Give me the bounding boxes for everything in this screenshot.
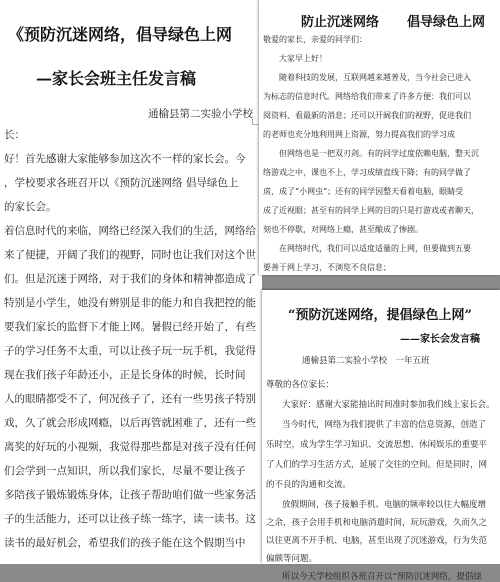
doc-a-paragraph-line: 长： [4,129,25,141]
doc-b-title-left: 防止沉迷网络 [301,15,380,30]
doc-a-paragraph-line: ，学校要求各班召开以《预防沉迷网络 倡导绿色上 [4,177,239,189]
doc-b-title-right: 倡导绿色上网 [407,15,486,30]
doc-c-paragraph-line: 乐时空，成为学生学习知识、交流思想、休闲娱乐的重要平 [266,440,488,450]
doc-b-paragraph-line: 要善于网上学习，不浏览不良信息； [263,263,391,272]
doc-a-paragraph-line: 现在我们孩子年龄还小，正是长身体的时候，长时间 [4,369,246,381]
doc-c-paragraph-line: 尊敬的各位家长： [266,380,335,390]
document-page-bottom-right [262,290,500,582]
doc-c-paragraph-line: 之余，孩子会用手机和电脑消遣时间，玩玩游戏，久而久之 [266,518,488,528]
doc-b-paragraph-line: 敬爱的家长，亲爱的同学们： [263,35,367,44]
doc-a-title-line-2: —家长会班主任发言稿 [36,69,197,88]
doc-a-paragraph-line: 子的生活能力，还可以让孩子练一练字，读一读书。这 [4,513,256,525]
doc-b-paragraph-line: 虏，成了“小网虫”；还有的同学因整天看着电脑，眼睛受 [263,187,464,196]
doc-b-paragraph-line: 但网络也是一把双刃剑。有的同学过度依赖电脑，整天沉 [279,149,479,158]
doc-a-paragraph-line: 着信息时代的来临，网络已经深入我们的生活，网络给 [4,225,256,237]
doc-a-paragraph-line: 人的眼睛都受不了，何况孩子了，还有一些男孩子特别 [4,393,256,405]
doc-a-paragraph-line: 的家长会。 [4,201,57,213]
doc-c-paragraph-line: 偏颇等问题。 [266,554,318,564]
doc-c-paragraph-line: 当今时代，网络为我们提供了丰富的信息资源，创造了 [282,420,487,430]
doc-b-paragraph-line: 刻也不停歇，对网络上瘾，甚至酿成了惨剧。 [263,225,423,234]
doc-b-paragraph-line: 大家早上好！ [279,54,327,63]
doc-b-paragraph-line: 的老师也充分地利用网上资源，努力提高我们的学习成 [263,130,455,139]
doc-a-paragraph-line: 特别是小学生，她没有辨别是非的能力和自我把控的能 [4,297,256,309]
doc-c-paragraph-line: 大家好：感谢大家能抽出时间准时参加我们线上家长会。 [282,400,495,410]
doc-c-paragraph-line: 所以今天学校组织各班召开以“预防沉迷网络，提倡绿 [282,572,482,582]
margin-corner-mark [252,119,258,125]
document-page-top-right [259,0,500,275]
doc-a-paragraph-line: 们会学到一点知识，所以我们家长，尽量不要让孩子 [4,465,246,477]
doc-c-paragraph-line: 的不良的沟通和交流。 [266,480,352,490]
doc-c-title: “预防沉迷网络，提倡绿色上网” [288,308,472,323]
doc-b-paragraph-line: 为标志的信息时代。网络给我们带来了许多方便：我们可以 [263,92,471,101]
doc-a-paragraph-line: 读书的最好机会，希望我们的孩子能在这个假期当中 [4,537,246,549]
doc-a-organization: 通榆县第二实验小学校 [148,108,253,120]
doc-b-paragraph-line: 在网络时代，我们可以适度适量的上网，但要做到五要 [279,244,471,253]
doc-c-paragraph-line: 了人们的学习生活方式，延展了交往的空间。但是同时，网 [266,460,488,470]
doc-c-subtitle: ——家长会发言稿 [400,334,480,345]
doc-a-paragraph-line: 们。但是沉迷于网络，对于我们的身体和精神都造成了 [4,273,256,285]
doc-b-paragraph-line: 随着科技的发展，互联网越来越普及，当今社会已进入 [279,73,471,82]
doc-b-paragraph-line: 阅资料、看最新的消息；还可以开阔我们的视野，促进我们 [263,111,471,120]
doc-a-paragraph-line: 多陪孩子锻炼锻炼身体，让孩子帮助咱们做一些家务活 [4,489,256,501]
doc-a-title-line-1: 《预防沉迷网络，倡导绿色上网 [8,25,233,44]
doc-c-paragraph-line: 放假期间，孩子接触手机、电脑的频率较以往大幅度增 [282,500,487,510]
doc-a-paragraph-line: 子的学习任务不太重，可以让孩子玩一玩手机，我觉得 [4,345,256,357]
doc-b-paragraph-line: 成了近视眼；甚至有的同学上网的目的只是打游戏或者聊天， [263,206,479,215]
doc-a-paragraph-line: 离奖的好玩的小视频，我觉得那些都是对孩子没有任何 [4,441,256,453]
doc-c-paragraph-line: 以往更离不开手机、电脑，甚至出现了沉迷游戏，行为失范 [266,536,488,546]
doc-a-paragraph-line: 来了便捷，开阔了我们的视野，同时也让我们对这个世 [4,249,256,261]
doc-c-organization: 通榆县第二实验小学校 一年五班 [302,356,430,366]
doc-a-paragraph-line: 要我们家长的监督下才能上网。暑假已经开始了，有些 [4,321,256,333]
doc-a-paragraph-line: 好！首先感谢大家能够参加这次不一样的家长会。今 [4,153,246,165]
doc-a-paragraph-line: 戏，久了就会形成网瘾，以后再管就困难了，还有一些 [4,417,256,429]
doc-b-paragraph-line: 络游戏之中，课也不上，学习成绩直线下降；有的同学做了 [263,168,471,177]
